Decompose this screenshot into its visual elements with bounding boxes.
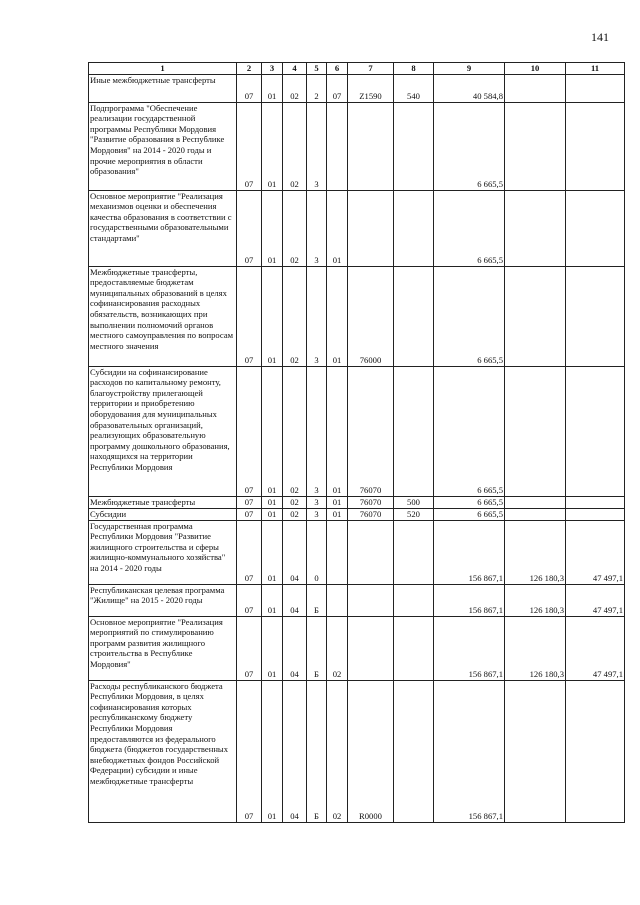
cell-c5: 0 (307, 520, 327, 584)
row-name: Подпрограмма "Обеспечение реализации государственной программы Республики Мордовия "Развитие образования в Республике Мордовия" на 2014 - 2020 годы и прочие мероприятия в области образования" (89, 102, 237, 190)
column-header: 11 (566, 63, 625, 75)
cell-c2: 07 (237, 520, 262, 584)
row-name: Межбюджетные трансферты, предоставляемые бюджетам муниципальных образований в целях софинансирования расходных обязательств, возникающих при выполнении полномочий органов местного самоуправления по вопросам местного значения (89, 266, 237, 366)
cell-c5: 3 (307, 496, 327, 508)
cell-c8 (394, 266, 434, 366)
cell-c6: 02 (327, 616, 348, 680)
cell-c11 (566, 496, 625, 508)
cell-c10 (505, 266, 566, 366)
cell-c4: 02 (283, 102, 307, 190)
cell-c11 (566, 74, 625, 102)
cell-c7 (348, 520, 394, 584)
cell-c2: 07 (237, 266, 262, 366)
cell-c5: 3 (307, 266, 327, 366)
cell-c2: 07 (237, 584, 262, 616)
cell-c5: 3 (307, 102, 327, 190)
cell-c8 (394, 102, 434, 190)
cell-c3: 01 (262, 584, 283, 616)
cell-c3: 01 (262, 508, 283, 520)
cell-c2: 07 (237, 680, 262, 822)
cell-c2: 07 (237, 508, 262, 520)
cell-c10: 126 180,3 (505, 616, 566, 680)
cell-c6: 01 (327, 266, 348, 366)
table-row (89, 616, 625, 680)
table-row (89, 496, 625, 508)
cell-c3: 01 (262, 190, 283, 266)
cell-c9: 6 665,5 (434, 266, 505, 366)
cell-c2: 07 (237, 366, 262, 496)
cell-c10: 126 180,3 (505, 584, 566, 616)
cell-c5: 3 (307, 190, 327, 266)
cell-c4: 04 (283, 584, 307, 616)
cell-c2: 07 (237, 496, 262, 508)
cell-c7: 76070 (348, 496, 394, 508)
row-name: Субсидии (89, 508, 237, 520)
table-row (89, 520, 625, 584)
cell-c2: 07 (237, 102, 262, 190)
cell-c8 (394, 680, 434, 822)
cell-c3: 01 (262, 74, 283, 102)
budget-table (88, 62, 625, 823)
cell-c6: 01 (327, 366, 348, 496)
cell-c9: 156 867,1 (434, 584, 505, 616)
page-number: 141 (591, 30, 609, 44)
cell-c9: 6 665,5 (434, 190, 505, 266)
cell-c11 (566, 266, 625, 366)
cell-c10 (505, 680, 566, 822)
row-name: Субсидии на софинансирование расходов по капитальному ремонту, благоустройству прилегающей территории и приобретению оборудования для муниципальных образовательных организаций, реализующих образовательную программу дошкольного образования, находящихся на территории Республики Мордовия (89, 366, 237, 496)
cell-c2: 07 (237, 74, 262, 102)
cell-c3: 01 (262, 266, 283, 366)
column-header: 3 (262, 63, 283, 75)
cell-c10 (505, 366, 566, 496)
cell-c10 (505, 190, 566, 266)
row-name: Республиканская целевая программа "Жилище" на 2015 - 2020 годы (89, 584, 237, 616)
cell-c11: 47 497,1 (566, 616, 625, 680)
column-header: 9 (434, 63, 505, 75)
cell-c11 (566, 102, 625, 190)
cell-c6: 01 (327, 190, 348, 266)
cell-c9: 156 867,1 (434, 616, 505, 680)
cell-c9: 6 665,5 (434, 102, 505, 190)
cell-c9: 156 867,1 (434, 520, 505, 584)
cell-c7: Z1590 (348, 74, 394, 102)
cell-c7: 76000 (348, 266, 394, 366)
row-name: Государственная программа Республики Мордовия "Развитие жилищного строительства и сферы жилищно-коммунального хозяйства" на 2014 - 2020 годы (89, 520, 237, 584)
row-name: Иные межбюджетные трансферты (89, 74, 237, 102)
cell-c7: R0000 (348, 680, 394, 822)
table-row (89, 584, 625, 616)
cell-c11 (566, 190, 625, 266)
cell-c7 (348, 616, 394, 680)
table-row (89, 366, 625, 496)
table-row (89, 266, 625, 366)
cell-c9: 156 867,1 (434, 680, 505, 822)
row-name: Основное мероприятие "Реализация мероприятий по стимулированию программ развития жилищного строительства в Республике Мордовия" (89, 616, 237, 680)
cell-c11: 47 497,1 (566, 520, 625, 584)
cell-c7: 76070 (348, 508, 394, 520)
cell-c9: 6 665,5 (434, 496, 505, 508)
table-row (89, 74, 625, 102)
column-header: 1 (89, 63, 237, 75)
cell-c10 (505, 508, 566, 520)
cell-c10: 126 180,3 (505, 520, 566, 584)
cell-c6 (327, 102, 348, 190)
cell-c6: 01 (327, 508, 348, 520)
cell-c7 (348, 190, 394, 266)
cell-c2: 07 (237, 616, 262, 680)
cell-c8: 500 (394, 496, 434, 508)
cell-c3: 01 (262, 680, 283, 822)
cell-c4: 02 (283, 508, 307, 520)
cell-c8 (394, 190, 434, 266)
cell-c8 (394, 520, 434, 584)
cell-c3: 01 (262, 496, 283, 508)
cell-c4: 04 (283, 680, 307, 822)
column-header: 5 (307, 63, 327, 75)
cell-c11 (566, 366, 625, 496)
cell-c3: 01 (262, 520, 283, 584)
cell-c4: 02 (283, 74, 307, 102)
cell-c8 (394, 616, 434, 680)
cell-c9: 40 584,8 (434, 74, 505, 102)
table-row (89, 680, 625, 822)
cell-c5: Б (307, 680, 327, 822)
cell-c9: 6 665,5 (434, 366, 505, 496)
cell-c5: Б (307, 584, 327, 616)
cell-c7 (348, 584, 394, 616)
cell-c6: 01 (327, 496, 348, 508)
table-row (89, 190, 625, 266)
cell-c11 (566, 680, 625, 822)
cell-c3: 01 (262, 102, 283, 190)
table-header-row (89, 63, 625, 75)
column-header: 7 (348, 63, 394, 75)
cell-c5: 3 (307, 366, 327, 496)
row-name: Межбюджетные трансферты (89, 496, 237, 508)
cell-c11 (566, 508, 625, 520)
cell-c8 (394, 366, 434, 496)
cell-c4: 02 (283, 496, 307, 508)
cell-c7: 76070 (348, 366, 394, 496)
column-header: 6 (327, 63, 348, 75)
cell-c9: 6 665,5 (434, 508, 505, 520)
cell-c8 (394, 584, 434, 616)
cell-c10 (505, 74, 566, 102)
cell-c5: 3 (307, 508, 327, 520)
cell-c6 (327, 520, 348, 584)
table-row (89, 508, 625, 520)
column-header: 10 (505, 63, 566, 75)
row-name: Основное мероприятие "Реализация механизмов оценки и обеспечения качества образования в соответствии с государственными образовательными стандартами" (89, 190, 237, 266)
cell-c4: 02 (283, 266, 307, 366)
cell-c4: 04 (283, 520, 307, 584)
cell-c5: 2 (307, 74, 327, 102)
cell-c8: 540 (394, 74, 434, 102)
cell-c4: 04 (283, 616, 307, 680)
cell-c6: 02 (327, 680, 348, 822)
column-header: 4 (283, 63, 307, 75)
cell-c6 (327, 584, 348, 616)
column-header: 8 (394, 63, 434, 75)
cell-c3: 01 (262, 366, 283, 496)
cell-c2: 07 (237, 190, 262, 266)
cell-c10 (505, 496, 566, 508)
cell-c7 (348, 102, 394, 190)
table-row (89, 102, 625, 190)
cell-c8: 520 (394, 508, 434, 520)
cell-c4: 02 (283, 366, 307, 496)
cell-c11: 47 497,1 (566, 584, 625, 616)
cell-c5: Б (307, 616, 327, 680)
row-name: Расходы республиканского бюджета Республики Мордовия, в целях софинансирования которых республиканскому бюджету Республики Мордовия предоставляются из федерального бюджета (бюджетов государственных внебюджетных фондов Российской Федерации) субсидии и иные межбюджетные трансферты (89, 680, 237, 822)
column-header: 2 (237, 63, 262, 75)
cell-c4: 02 (283, 190, 307, 266)
cell-c10 (505, 102, 566, 190)
cell-c3: 01 (262, 616, 283, 680)
cell-c6: 07 (327, 74, 348, 102)
